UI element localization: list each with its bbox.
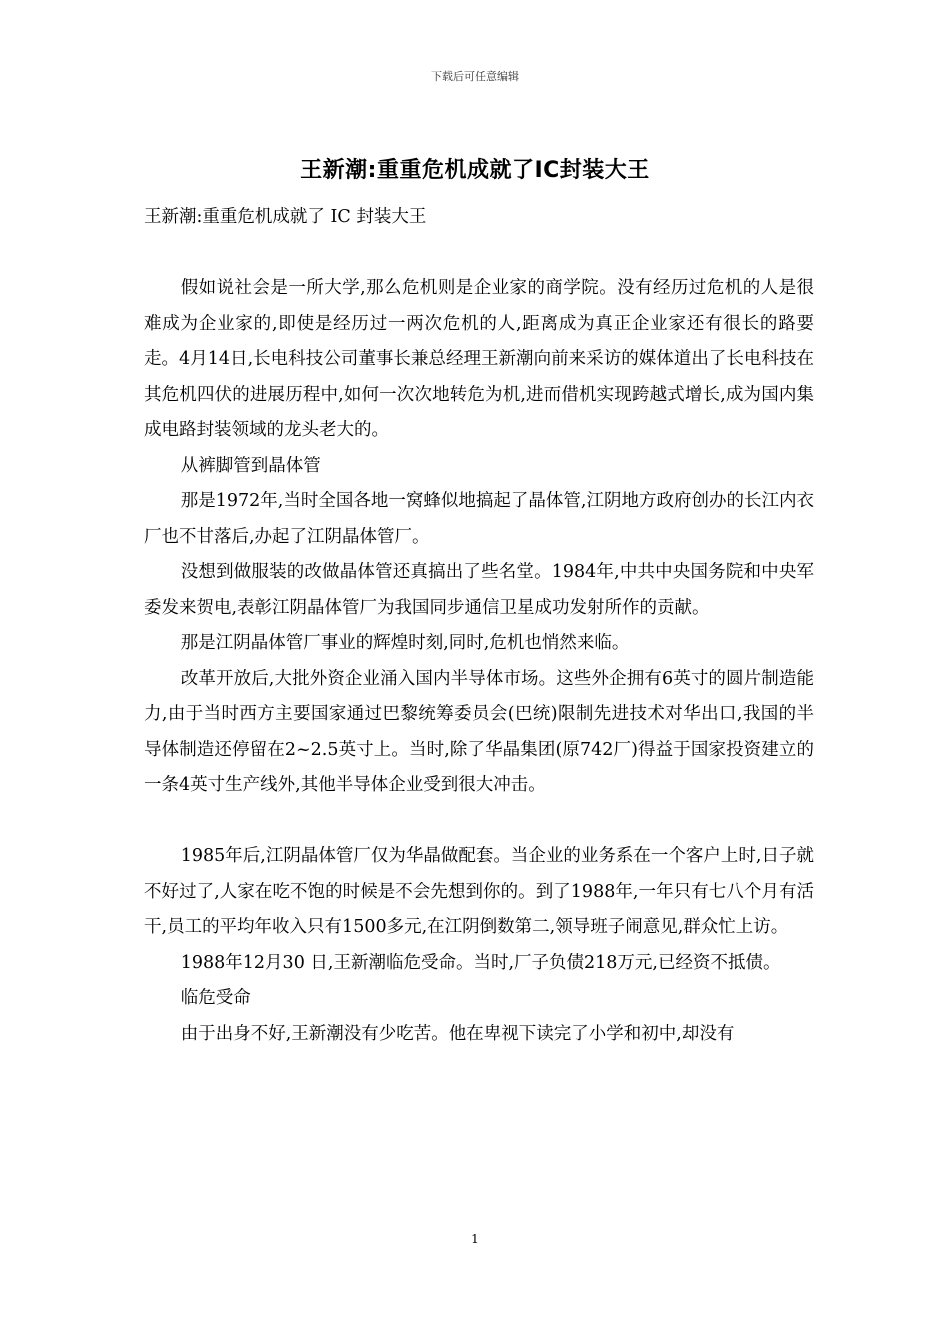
paragraph: 那是1972年,当时全国各地一窝蜂似地搞起了晶体管,江阴地方政府创办的长江内衣厂也不甘落后,办起了江阴晶体管厂。 bbox=[144, 491, 814, 547]
paragraph: 1985年后,江阴晶体管厂仅为华晶做配套。当企业的业务系在一个客户上时,日子就不好过了,人家在吃不饱的时候是不会先想到你的。到了1988年,一年只有七八个月有活干,员工的平均年收入只有1500多元,在江阴倒数第二,领导班子闹意见,群众忙上访。 bbox=[144, 846, 814, 937]
header-note: 下载后可任意编辑 bbox=[431, 70, 519, 83]
article-title: 王新潮:重重危机成就了IC封装大王 bbox=[300, 158, 650, 183]
page-number: 1 bbox=[471, 1232, 479, 1246]
section-heading: 临危受命 bbox=[180, 988, 251, 1008]
blank-line bbox=[144, 804, 814, 840]
paragraph: 那是江阴晶体管厂事业的辉煌时刻,同时,危机也悄然来临。 bbox=[180, 633, 630, 653]
paragraph: 由于出身不好,王新潮没有少吃苦。他在卑视下读完了小学和初中,却没有 bbox=[180, 1023, 735, 1044]
section-heading: 从裤脚管到晶体管 bbox=[180, 455, 321, 476]
blank-line bbox=[144, 236, 814, 272]
paragraph: 改革开放后,大批外资企业涌入国内半导体市场。这些外企拥有6英寸的圆片制造能力,由于当时西方主要国家通过巴黎统筹委员会(巴统)限制先进技术对华出口,我国的半导体制造还停留在2~2.5英寸上。当时,除了华晶集团(原742厂)得益于国家投资建立的一条4英寸生产线外,其他半导体企业受到很大冲击。 bbox=[144, 668, 814, 795]
paragraph: 假如说社会是一所大学,那么危机则是企业家的商学院。没有经历过危机的人是很难成为企业家的,即使是经历过一两次危机的人,距离成为真正企业家还有很长的路要走。4月14日,长电科技公司董事长兼总经理王新潮向前来采访的媒体道出了长电科技在其危机四伏的进展历程中,如何一次次地转危为机,进而借机实现跨越式增长,成为国内集成电路封装领域的龙头老大的。 bbox=[144, 278, 814, 440]
article-body bbox=[144, 200, 814, 1052]
article-subtitle: 王新潮:重重危机成就了 IC 封装大王 bbox=[144, 207, 427, 227]
paragraph: 没想到做服装的改做晶体管还真搞出了些名堂。1984年,中共中央国务院和中央军委发来贺电,表彰江阴晶体管厂为我国同步通信卫星成功发射所作的贡献。 bbox=[144, 562, 814, 618]
paragraph: 1988年12月30 日,王新潮临危受命。当时,厂子负债218万元,已经资不抵债。 bbox=[180, 952, 781, 973]
